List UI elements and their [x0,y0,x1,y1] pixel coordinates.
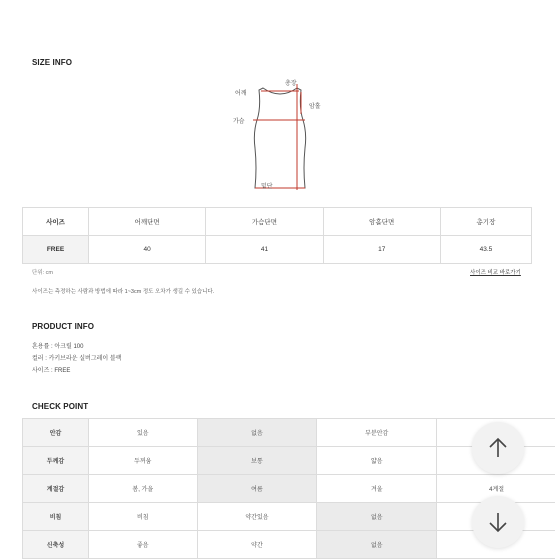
scroll-down-button[interactable] [472,496,524,548]
measure-note: 사이즈는 측정하는 사람과 방법에 따라 1~3cm 정도 오차가 생길 수 있습니다. [32,287,214,295]
check-option: 좋음 [89,531,198,559]
check-option: 약간있음 [197,503,317,531]
check-option-selected: 보통 [197,447,317,475]
material-line: 혼용률 : 아크릴 100 [32,341,83,350]
size-header-cell: 어깨단면 [89,208,206,236]
size-header-cell: 가슴단면 [206,208,323,236]
check-option: 비침 [89,503,198,531]
check-label: 계절감 [23,475,89,503]
size-table-header [23,208,532,236]
label-chest: 가슴 [233,116,245,125]
check-option-selected: 없음 [317,531,437,559]
check-option: 두꺼움 [89,447,198,475]
arrow-down-icon [488,511,508,533]
check-label: 신축성 [23,531,89,559]
check-option: 봄, 가을 [89,475,198,503]
check-label: 비침 [23,503,89,531]
product-info-title: PRODUCT INFO [32,322,94,331]
size-cell: 40 [89,236,206,264]
check-option-selected: 없음 [197,419,317,447]
label-total-length: 총장 [285,78,297,87]
check-option-selected: 없음 [317,503,437,531]
check-label: 안감 [23,419,89,447]
garment-diagram [225,78,335,196]
check-option: 있음 [89,419,198,447]
size-header-cell: 암홀단면 [323,208,440,236]
label-shoulder: 어깨 [235,88,247,97]
check-label: 두께감 [23,447,89,475]
size-table [22,207,532,264]
check-option: 4계절 [437,475,555,503]
arrow-up-icon [488,437,508,459]
scroll-up-button[interactable] [472,422,524,474]
size-cell: 17 [323,236,440,264]
check-option: 부분안감 [317,419,437,447]
check-option: 겨울 [317,475,437,503]
table-row [23,475,555,503]
size-header-cell: 총기장 [440,208,531,236]
table-row [23,236,532,264]
check-option: 얇음 [317,447,437,475]
check-point-title: CHECK POINT [32,402,88,411]
size-cell: 43.5 [440,236,531,264]
label-armhole: 암홀 [309,101,321,110]
color-line: 컬러 : 카키브라운 실버그레이 블랙 [32,353,121,362]
size-header-cell: 사이즈 [23,208,89,236]
unit-note: 단위: cm [32,268,53,276]
size-cell: FREE [23,236,89,264]
size-info-title: SIZE INFO [32,58,72,67]
size-line: 사이즈 : FREE [32,365,70,374]
size-cell: 41 [206,236,323,264]
label-hem: 밑단 [261,181,273,190]
size-compare-link[interactable]: 사이즈 비교 바로가기 [470,268,521,276]
check-option: 약간 [197,531,317,559]
check-option-selected: 여름 [197,475,317,503]
